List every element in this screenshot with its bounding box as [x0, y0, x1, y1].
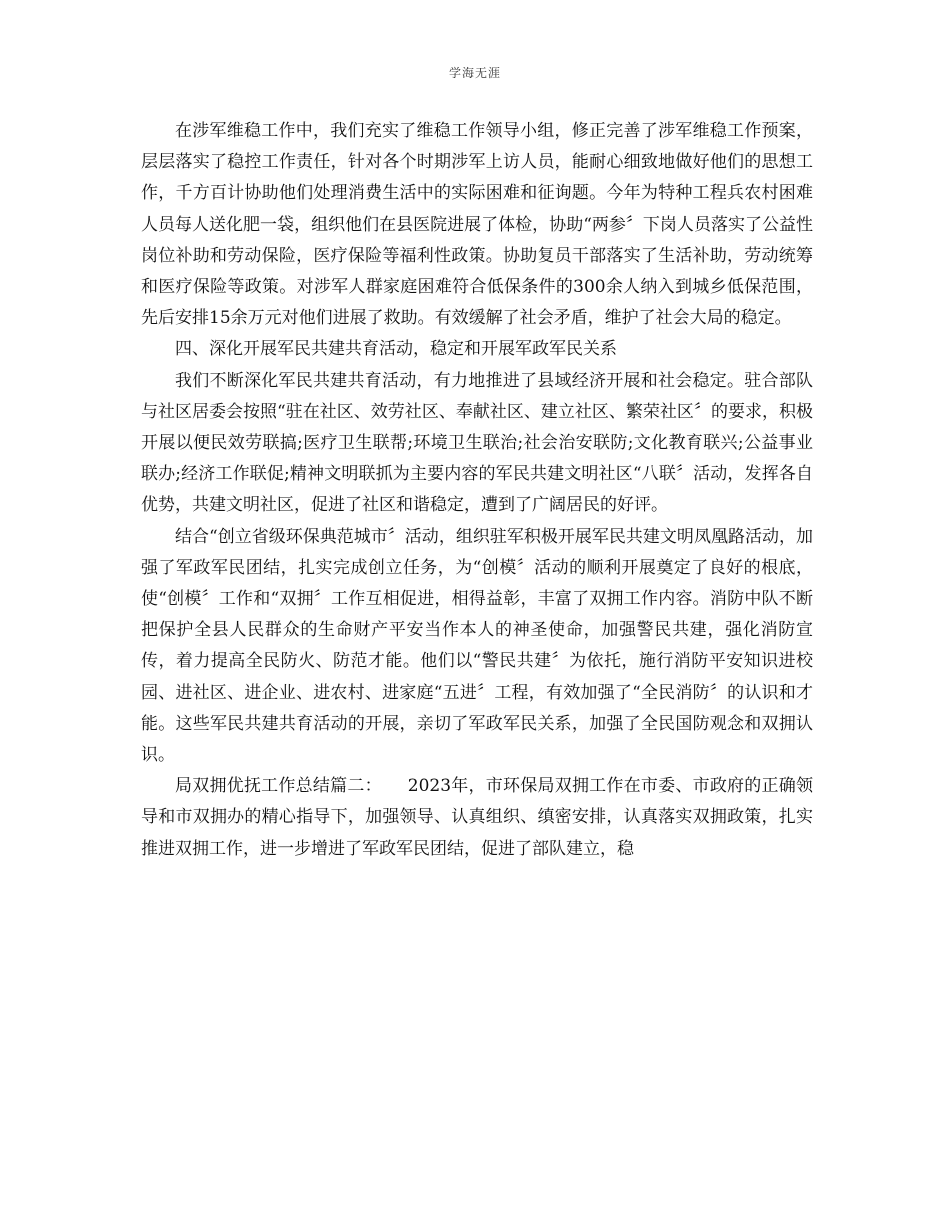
paragraph-part-two: 局双拥优抚工作总结篇二： 2023年，市环保局双拥工作在市委、市政府的正确领导和市双拥办的精心指导下，加强领导、认真组织、缜密安排，认真落实双拥政策，扎实推进双拥工作，进一步增进了军政军民团结，促进了部队建立，稳	[141, 776, 813, 859]
paragraph-model-city: 结合“创立省级环保典范城市〞活动，组织驻军积极开展军民共建文明凤凰路活动，加强了军政军民团结，扎实完成创立任务，为“创模〞活动的顺利开展奠定了良好的根底，使“创模〞工作和“双拥〞工作互相促进，相得益彰，丰富了双拥工作内容。消防中队不断把保护全县人民群众的生命财产平安当作本人的神圣使命，加强警民共建，强化消防宣传，着力提高全民防火、防范才能。他们以“警民共建〞为依托，施行消防平安知识进校园、进社区、进企业、进农村、进家庭“五进〞工程，有效加强了“全民消防〞的认识和才能。这些军民共建共育活动的开展，亲切了军政军民关系，加强了全民国防观念和双拥认识。	[141, 526, 813, 766]
page-header: 学海无涯	[448, 66, 501, 80]
document-body	[141, 116, 813, 865]
paragraph-veteran-stability: 在涉军维稳工作中，我们充实了维稳工作领导小组，修正完善了涉军维稳工作预案，层层落实了稳控工作责任，针对各个时期涉军上访人员，能耐心细致地做好他们的思想工作，千方百计协助他们处理消费生活中的实际困难和征询题。今年为特种工程兵农村困难人员每人送化肥一袋，组织他们在县医院进展了体检，协助“两参〞下岗人员落实了公益性岗位补助和劳动保险，医疗保险等福利性政策。协助复员干部落实了生活补助，劳动统筹和医疗保险等政策。对涉军人群家庭困难符合低保条件的300余人纳入到城乡低保范围，先后安排15余万元对他们进展了救助。有效缓解了社会矛盾，维护了社会大局的稳定。	[141, 121, 813, 329]
section-heading-four: 四、深化开展军民共建共育活动，稳定和开展军政军民关系	[175, 339, 617, 360]
paragraph-joint-building: 我们不断深化军民共建共育活动，有力地推进了县域经济开展和社会稳定。驻合部队与社区居委会按照“驻在社区、效劳社区、奉献社区、建立社区、繁荣社区〞的要求，积极开展以便民效劳联搞;医疗卫生联帮;环境卫生联治;社会治安联防;文化教育联兴;公益事业联办;经济工作联促;精神文明联抓为主要内容的军民共建文明社区“八联〞活动，发挥各自优势，共建文明社区，促进了社区和谐稳定，遭到了广阔居民的好评。	[141, 370, 813, 516]
